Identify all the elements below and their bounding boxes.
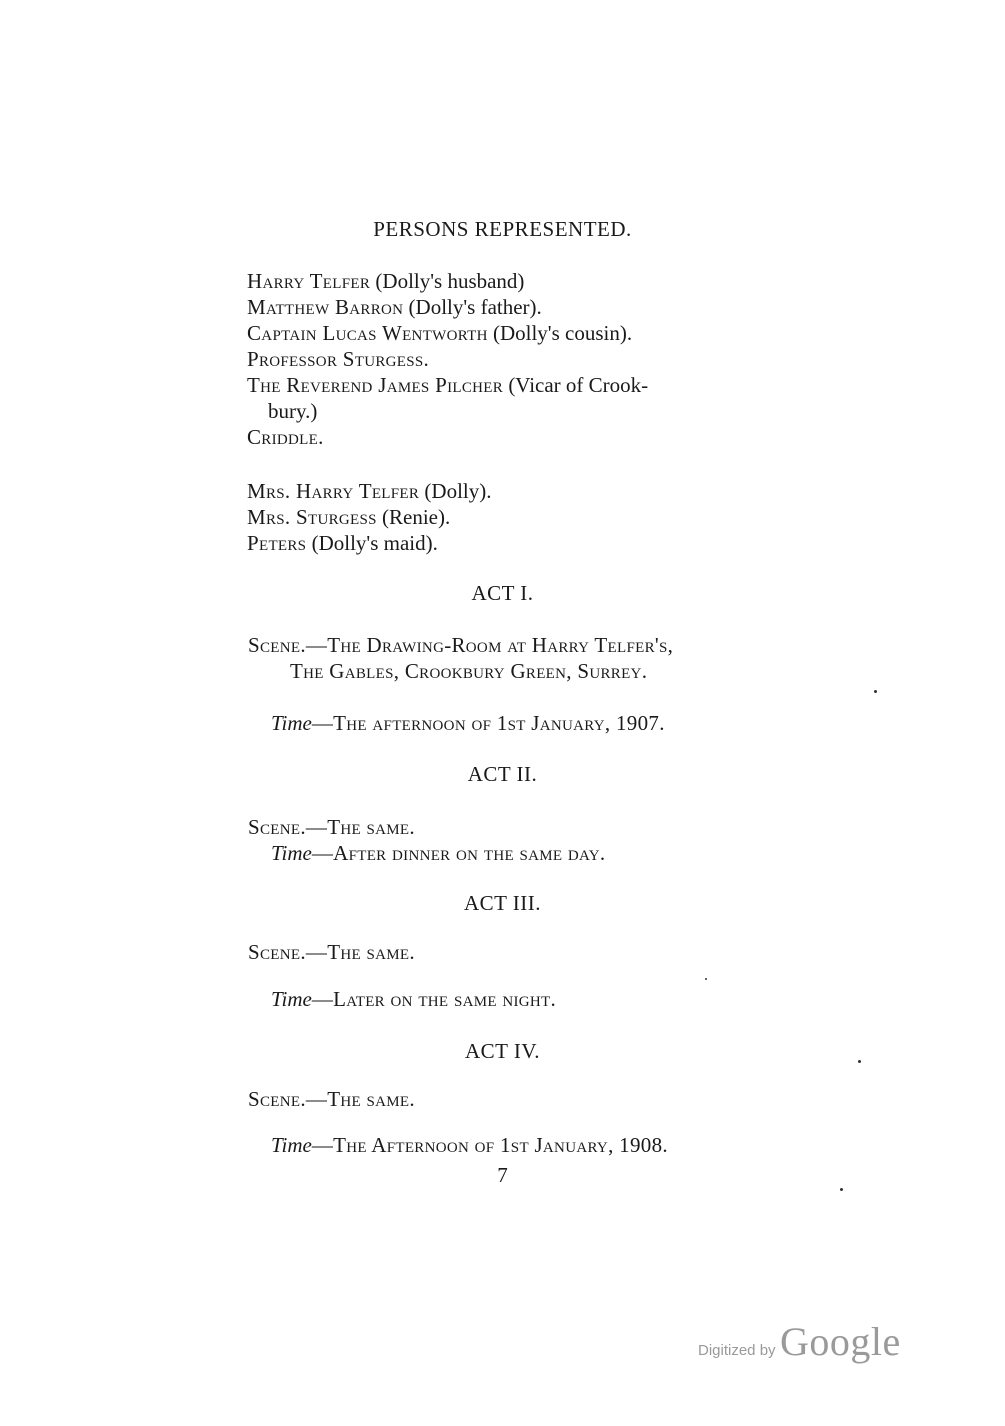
act-title: ACT IV. [464,1039,541,1063]
person-name: Criddle. [247,425,324,449]
time-label: Time [271,1133,312,1157]
digitized-watermark [698,1318,901,1365]
person-name: The Reverend James Pilcher [247,373,504,397]
time-text: —Later on the same night. [311,987,557,1011]
person-desc: (Renie). [376,505,451,529]
time-line [271,986,556,1012]
scan-speck [840,1188,843,1191]
time-text: —The Afternoon of 1st January, 1908. [311,1133,668,1157]
person-name: Professor Sturgess. [247,347,430,371]
scene-text: —The Drawing-Room at Harry Telfer's, [305,633,674,657]
scene-label: Scene. [248,633,306,657]
scene-line [248,1086,415,1112]
scan-speck [858,1060,861,1063]
scan-speck [705,978,707,980]
scene-text: —The same. [305,940,415,964]
scene-text: —The same. [305,815,415,839]
scene-line [248,632,673,658]
person-name: Captain Lucas Wentworth [247,321,488,345]
scene-line-continuation [290,658,647,684]
person-entry-continuation [268,398,317,424]
person-entry [247,504,450,530]
scene-text: The Gables, Crookbury Green, Surrey. [290,659,648,683]
person-desc: bury.) [268,399,318,423]
person-entry [247,320,632,346]
scene-label: Scene. [248,815,306,839]
person-desc: (Dolly's maid). [306,531,438,555]
time-text: —The afternoon of 1st January, 1907. [311,711,665,735]
scene-label: Scene. [248,940,306,964]
time-line [271,1132,668,1158]
person-desc: (Dolly). [419,479,492,503]
person-entry [247,478,492,504]
person-name: Harry Telfer [247,269,371,293]
time-line [271,710,665,736]
person-desc: (Vicar of Crook- [503,373,649,397]
act-title: ACT III. [463,891,542,915]
page-number: 7 [497,1163,508,1187]
act-title: ACT I. [471,581,534,605]
person-entry [247,294,542,320]
scene-text: —The same. [305,1087,415,1111]
page-heading: PERSONS REPRESENTED. [373,217,632,241]
person-name: Peters [247,531,307,555]
time-line [271,840,605,866]
person-entry [247,530,438,556]
scene-line [248,814,415,840]
watermark-prefix: Digitized by [698,1342,776,1359]
person-desc: (Dolly's cousin). [487,321,633,345]
time-text: —After dinner on the same day. [311,841,606,865]
scene-line [248,939,415,965]
person-desc: (Dolly's husband) [370,269,525,293]
act-title: ACT II. [467,762,538,786]
scene-label: Scene. [248,1087,306,1111]
person-entry [247,268,524,294]
scan-speck [874,690,877,693]
time-label: Time [271,841,312,865]
time-label: Time [271,711,312,735]
person-name: Matthew Barron [247,295,404,319]
person-name: Mrs. Harry Telfer [247,479,420,503]
google-logo: Google [780,1319,901,1364]
person-entry [247,346,429,372]
person-entry [247,372,648,398]
person-entry [247,424,324,450]
person-desc: (Dolly's father). [403,295,542,319]
time-label: Time [271,987,312,1011]
person-name: Mrs. Sturgess [247,505,377,529]
